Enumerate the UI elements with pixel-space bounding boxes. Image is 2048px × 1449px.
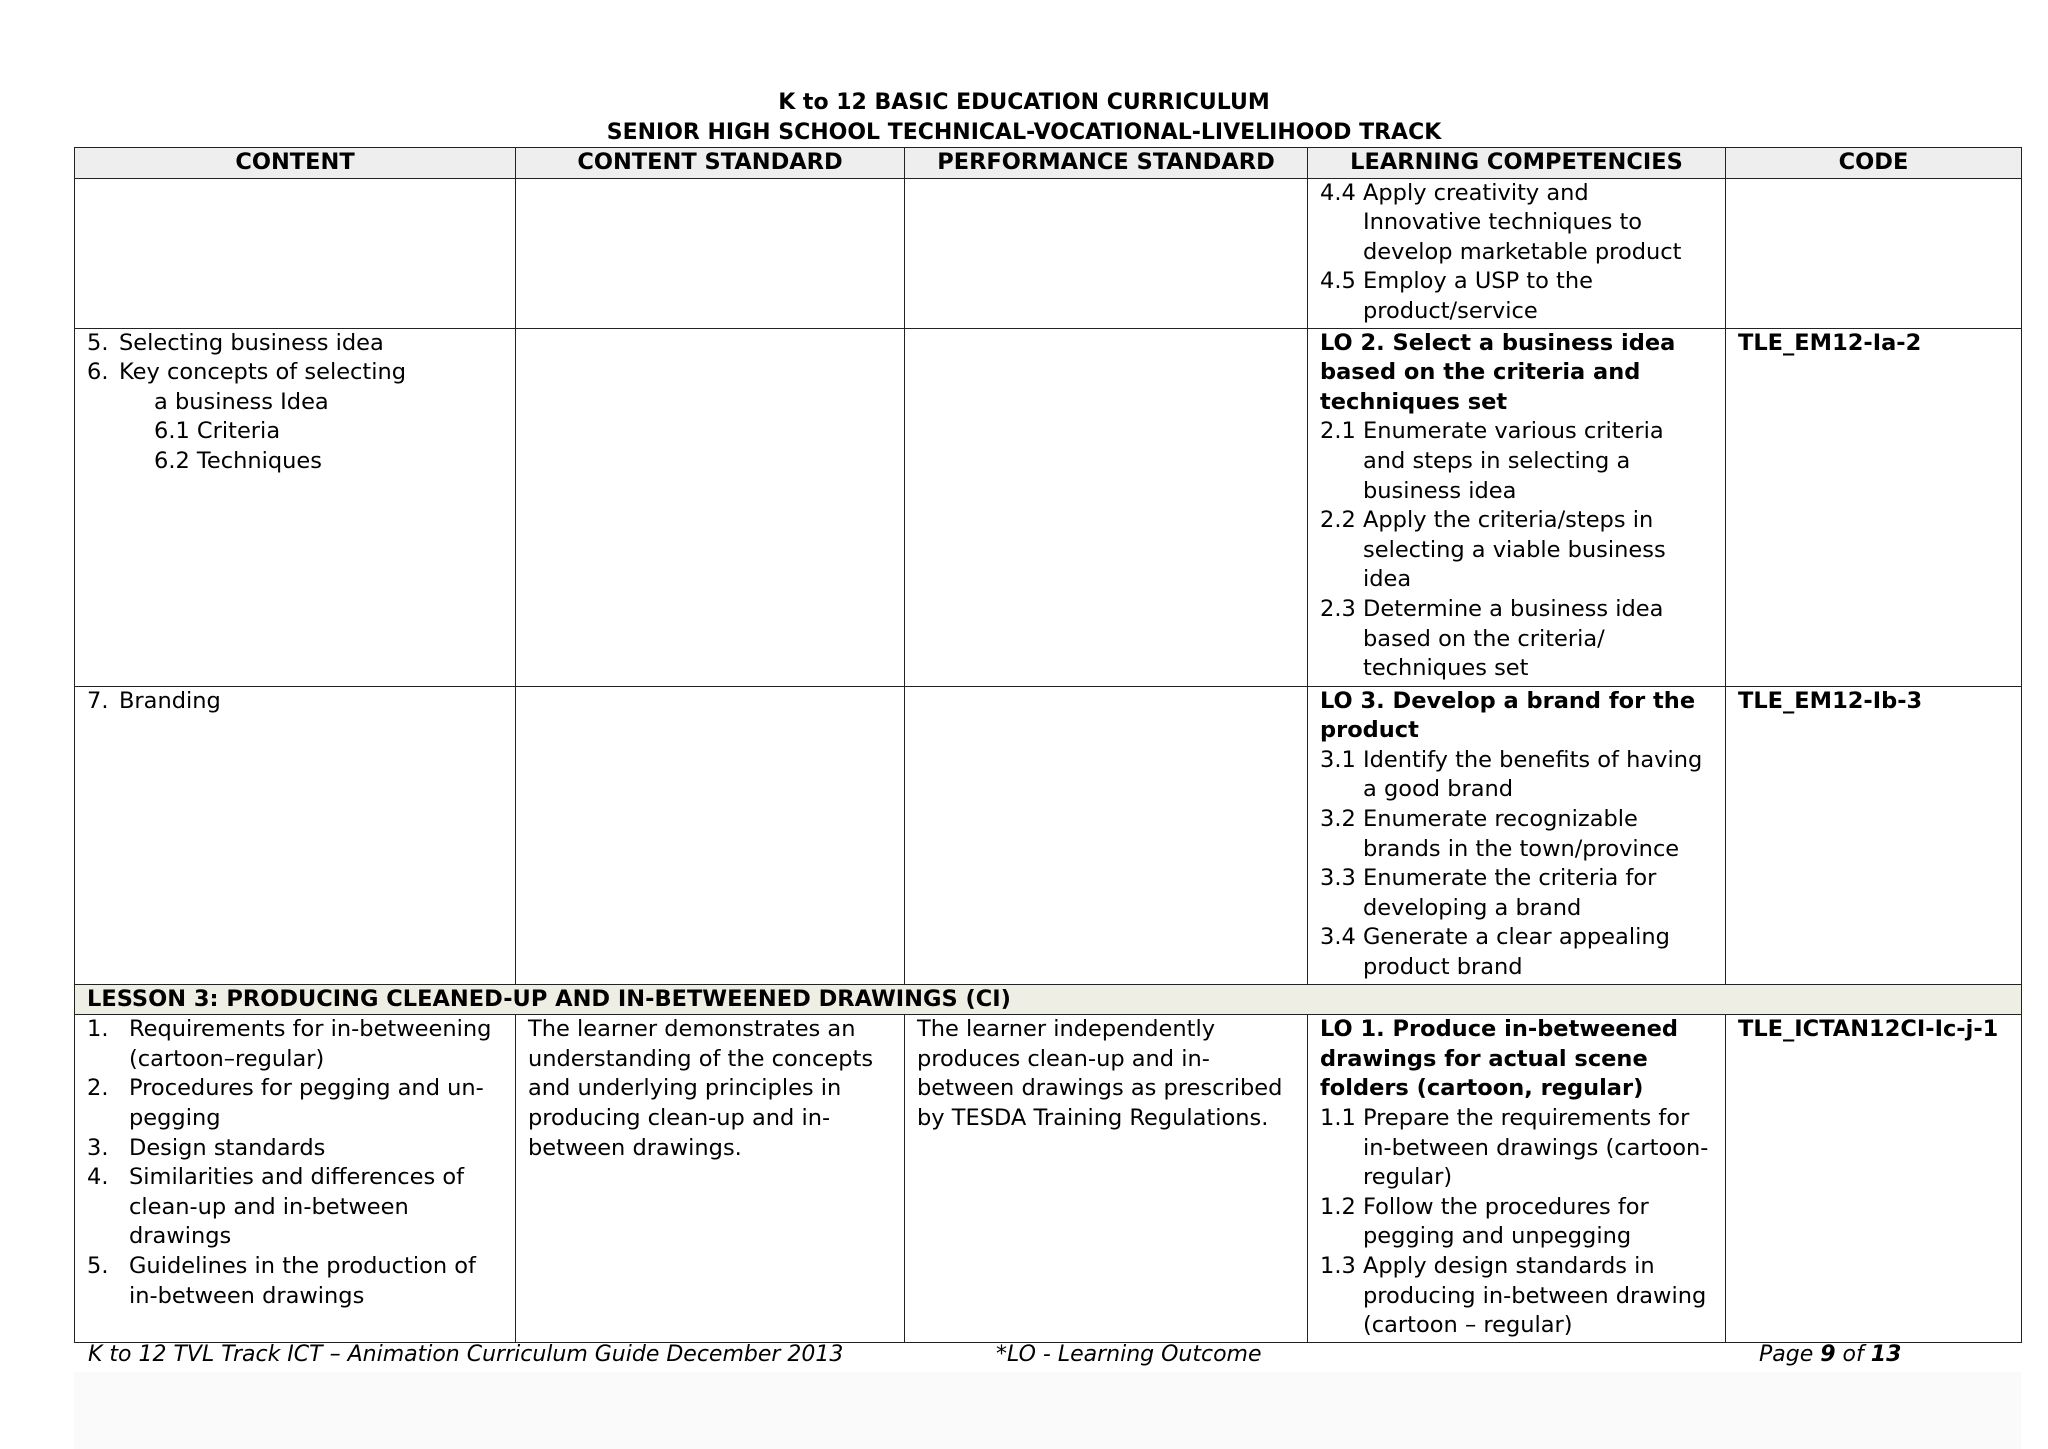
content-item: 2. Procedures for pegging and un-pegging xyxy=(87,1075,484,1131)
content-item: 5. Guidelines in the production of in-between drawings xyxy=(87,1252,476,1309)
competency-item: 2.1 Enumerate various criteria and steps in selecting a business idea xyxy=(1320,418,1664,504)
competency-item: 4.5 Employ a USP to the product/service xyxy=(1320,268,1593,324)
code-cell xyxy=(1726,178,2022,328)
footer-guide-title: K to 12 TVL Track ICT – Animation Curriculum Guide December 2013 xyxy=(88,1342,844,1367)
column-header-content-standard: CONTENT STANDARD xyxy=(516,148,905,179)
performance-standard-cell xyxy=(905,178,1308,328)
document-title: K to 12 BASIC EDUCATION CURRICULUM xyxy=(778,90,1270,115)
competency-item: 3.4 Generate a clear appealing product brand xyxy=(1320,924,1670,980)
table-row xyxy=(75,1015,2022,1343)
competency-item: 4.4 Apply creativity and Innovative techniques to develop marketable product xyxy=(1320,179,1682,265)
column-header-performance-standard: PERFORMANCE STANDARD xyxy=(905,148,1308,179)
content-item: 6. Key concepts of selecting xyxy=(87,359,407,386)
table-row xyxy=(75,178,2022,328)
curriculum-table xyxy=(74,147,2022,1343)
code-cell: TLE_EM12-Ia-2 xyxy=(1726,328,2022,686)
content-item: 5. Selecting business idea xyxy=(87,329,384,356)
learning-competencies-cell xyxy=(1308,1015,1726,1343)
competency-item: 3.2 Enumerate recognizable brands in the town/province xyxy=(1320,805,1680,862)
content-item: 3. Design standards xyxy=(87,1134,326,1161)
content-standard-cell xyxy=(516,178,905,328)
footer-lo-note: *LO - Learning Outcome xyxy=(996,1342,1262,1367)
learning-competencies-cell xyxy=(1308,328,1726,686)
performance-standard-cell: The learner independently produces clean-up and in-between drawings as prescribed by TESDA Training Regulations. xyxy=(905,1015,1308,1343)
competency-item: 1.2 Follow the procedures for pegging and unpegging xyxy=(1320,1193,1649,1250)
competency-item: 1.1 Prepare the requirements for in-between drawings (cartoon-regular) xyxy=(1320,1104,1709,1191)
document-subtitle: SENIOR HIGH SCHOOL TECHNICAL-VOCATIONAL-LIVELIHOOD TRACK xyxy=(606,120,1442,145)
competency-item: 3.3 Enumerate the criteria for developing a brand xyxy=(1320,865,1657,921)
learning-outcome-heading: LO 3. Develop a brand for the product xyxy=(1320,687,1696,744)
content-subitem: 6.1 Criteria xyxy=(154,418,281,445)
performance-standard-cell xyxy=(905,686,1308,984)
content-cell xyxy=(75,1015,516,1343)
competency-item: 2.3 Determine a business idea based on the criteria/ techniques set xyxy=(1320,595,1664,682)
content-cell xyxy=(75,686,516,984)
column-header-code: CODE xyxy=(1726,148,2022,179)
learning-competencies-cell xyxy=(1308,178,1726,328)
performance-standard-cell xyxy=(905,328,1308,686)
content-item-continuation: a business Idea xyxy=(154,388,329,415)
content-cell xyxy=(75,328,516,686)
content-standard-cell xyxy=(516,686,905,984)
table-row xyxy=(75,686,2022,984)
content-standard-cell: The learner demonstrates an understanding of the concepts and underlying principles in producing clean-up and in-between drawings. xyxy=(516,1015,905,1343)
content-item: 4. Similarities and differences of clean-up and in-between drawings xyxy=(87,1164,465,1250)
content-subitem: 6.2 Techniques xyxy=(154,447,322,474)
code-cell: TLE_ICTAN12CI-Ic-j-1 xyxy=(1726,1015,2022,1343)
lesson-banner-row xyxy=(75,984,2022,1015)
footer-band xyxy=(74,1372,2021,1449)
lesson-title: LESSON 3: PRODUCING CLEANED-UP AND IN-BETWEENED DRAWINGS (CI) xyxy=(75,984,2022,1015)
competency-item: 2.2 Apply the criteria/steps in selecting a viable business idea xyxy=(1320,507,1666,593)
content-item: 1. Requirements for in-betweening (cartoon–regular) xyxy=(87,1016,492,1072)
content-standard-cell xyxy=(516,328,905,686)
page-number: Page 9 of 13 xyxy=(1759,1342,1902,1367)
competency-item: 1.3 Apply design standards in producing in-between drawing (cartoon – regular) xyxy=(1320,1252,1707,1339)
table-row xyxy=(75,328,2022,686)
competency-item: 3.1 Identify the benefits of having a good brand xyxy=(1320,746,1703,803)
learning-outcome-heading: LO 1. Produce in-betweened drawings for actual scene folders (cartoon, regular) xyxy=(1320,1016,1679,1102)
table-header-row xyxy=(75,148,2022,179)
content-cell xyxy=(75,178,516,328)
code-cell: TLE_EM12-Ib-3 xyxy=(1726,686,2022,984)
content-item: 7. Branding xyxy=(87,687,221,714)
learning-outcome-heading: LO 2. Select a business idea based on the criteria and techniques set xyxy=(1320,329,1676,415)
column-header-content: CONTENT xyxy=(75,148,516,179)
learning-competencies-cell xyxy=(1308,686,1726,984)
column-header-learning-competencies: LEARNING COMPETENCIES xyxy=(1308,148,1726,179)
